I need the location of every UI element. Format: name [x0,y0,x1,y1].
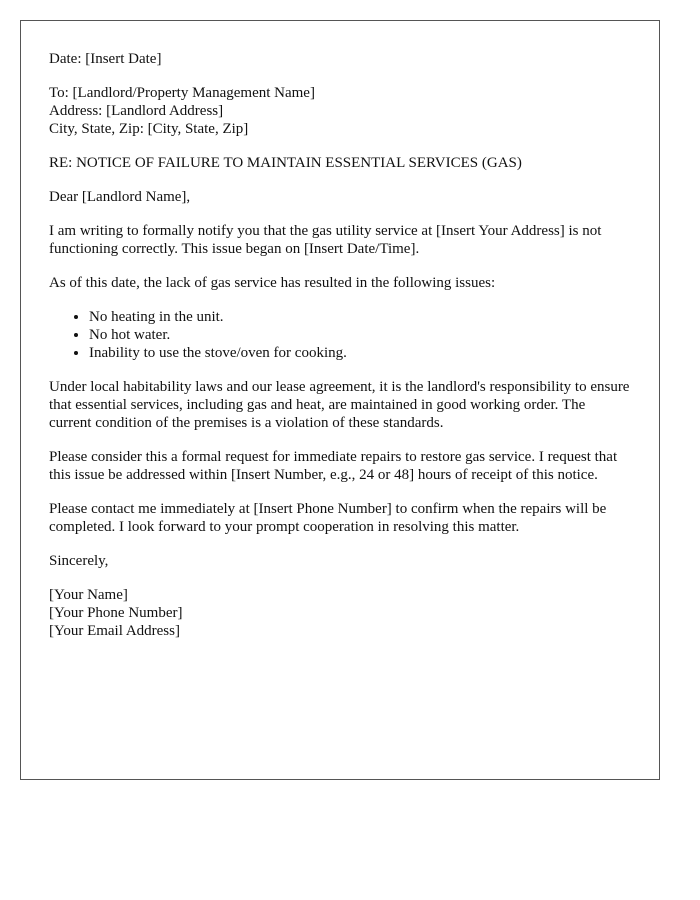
signature-email: [Your Email Address] [49,623,180,639]
paragraph-habitability: Under local habitability laws and our lease agreement, it is the landlord's responsibility to ensure that essential services, including gas and heat, are maintained in good working order. The current condition of the premises is a violation of these standards. [49,379,630,431]
signature-phone: [Your Phone Number] [49,605,183,621]
signature-block [49,586,631,640]
list-item: • No heating in the unit. [89,308,631,326]
closing: Sincerely, [49,553,109,569]
recipient-block [49,84,631,138]
paragraph-repair-request: Please consider this a formal request for immediate repairs to restore gas service. I request that this issue be addressed within [Insert Number, e.g., 24 or 48] hours of receipt of this notice. [49,449,618,483]
paragraph-issues-intro: As of this date, the lack of gas service has resulted in the following issues: [49,275,496,291]
signature-name: [Your Name] [49,587,128,603]
letter-frame [20,20,660,780]
issues-list [49,308,631,362]
salutation: Dear [Landlord Name], [49,189,191,205]
paragraph-notification: I am writing to formally notify you that the gas utility service at [Insert Your Address] is not functioning correctly. This issue began on [Insert Date/Time]. [49,223,602,257]
recipient-city-line: City, State, Zip: [City, State, Zip] [49,121,249,137]
paragraph-contact: Please contact me immediately at [Insert Phone Number] to confirm when the repairs will be completed. I look forward to your prompt cooperation in resolving this matter. [49,501,607,535]
list-item: • No hot water. [89,326,631,344]
letter-body [49,50,631,640]
recipient-address-line: Address: [Landlord Address] [49,103,224,119]
date-line: Date: [Insert Date] [49,51,162,67]
recipient-to-line: To: [Landlord/Property Management Name] [49,85,315,101]
subject-line: RE: NOTICE OF FAILURE TO MAINTAIN ESSENTIAL SERVICES (GAS) [49,155,522,171]
list-item: • Inability to use the stove/oven for cooking. [89,344,631,362]
